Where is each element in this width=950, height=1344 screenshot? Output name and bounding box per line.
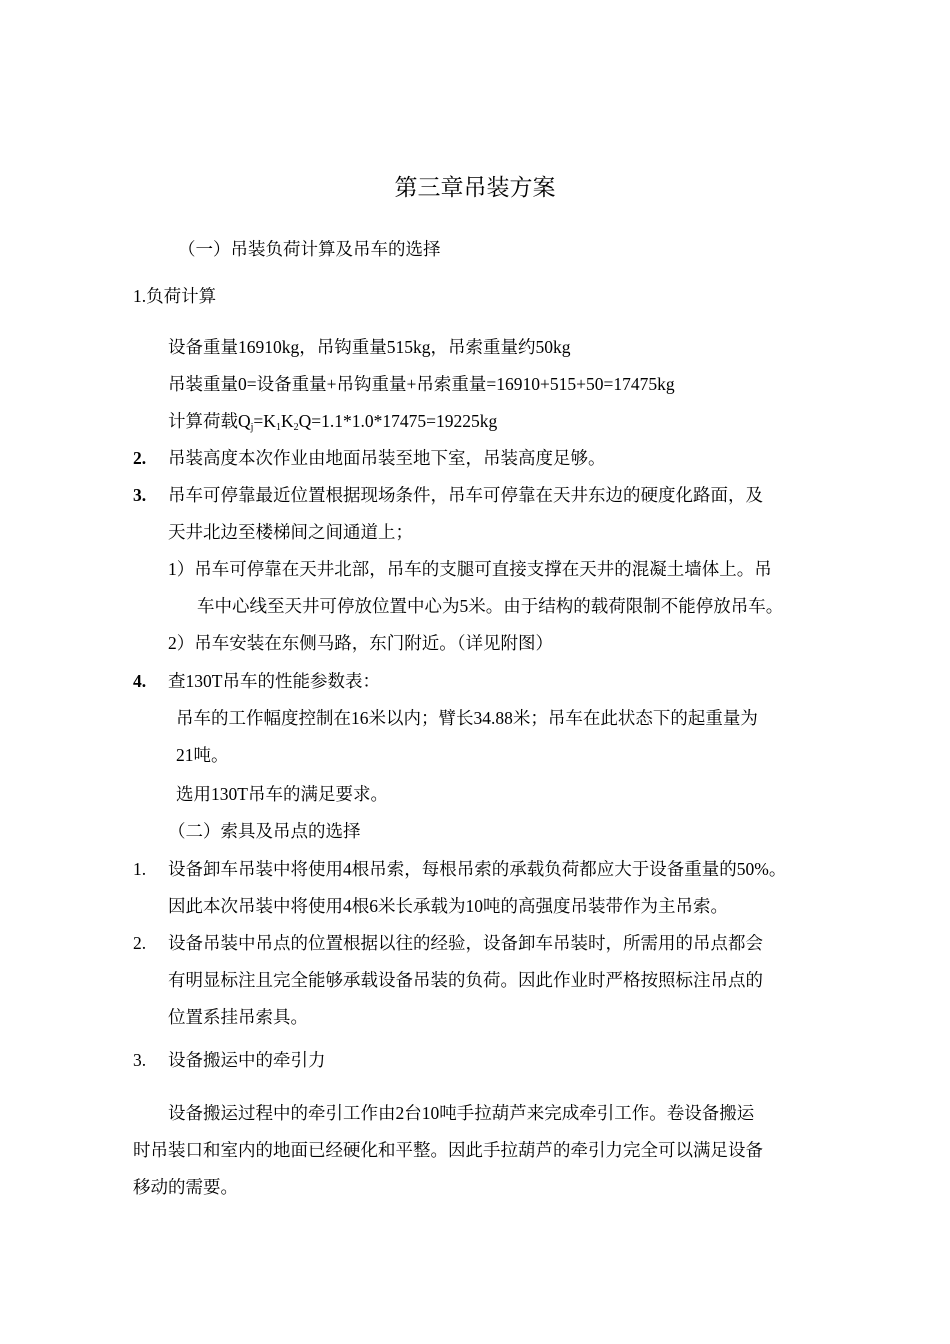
- item4-text: 查130T吊车的性能参数表：: [168, 671, 380, 691]
- section1-heading: （一）吊装负荷计算及吊车的选择: [178, 239, 441, 259]
- calc-line-3-suffix: Q=1.1*1.0*17475=19225kg: [298, 411, 498, 431]
- closing-para-line-2: 时吊装口和室内的地面已经硬化和平整。因此手拉葫芦的牵引力完全可以满足设备: [133, 1140, 763, 1160]
- calc-line-3: [168, 410, 497, 432]
- item4-para-line-1: 吊车的工作幅度控制在16米以内；臂长34.88米；吊车在此状态下的起重量为: [176, 708, 758, 728]
- item4-number: 4.: [133, 671, 147, 691]
- item3-sub1-line-1: 1）吊车可停靠在天井北部，吊车的支腿可直接支撑在天井的混凝土墙体上。吊: [168, 559, 772, 579]
- closing-para-line-3: 移动的需要。: [133, 1177, 238, 1197]
- s2-item2-line-3: 位置系挂吊索具。: [168, 1007, 308, 1027]
- item2-number: 2.: [133, 448, 147, 468]
- s2-item1-line-1: 设备卸车吊装中将使用4根吊索，每根吊索的承载负荷都应大于设备重量的50%。: [168, 859, 787, 879]
- s2-item3-text: 设备搬运中的牵引力: [168, 1050, 326, 1070]
- calc-line-1: 设备重量16910kg，吊钩重量515kg，吊索重量约50kg: [168, 337, 571, 357]
- calc-line-2: 吊装重量0=设备重量+吊钩重量+吊索重量=16910+515+50=17475kg: [168, 374, 675, 394]
- item3-sub2: 2）吊车安装在东侧马路，东门附近。（详见附图）: [168, 633, 553, 653]
- item3-text-line-2: 天井北边至楼梯间之间通道上；: [168, 522, 413, 542]
- calc-sub-1: 1: [275, 422, 281, 433]
- item3-number: 3.: [133, 485, 147, 505]
- s2-item2-line-1: 设备吊装中吊点的位置根据以往的经验，设备卸车吊装时，所需用的吊点都会: [168, 933, 763, 953]
- calc-sub-j: j: [250, 422, 254, 433]
- section2-heading: （二）索具及吊点的选择: [168, 821, 361, 841]
- item4-para-line-2: 21吨。: [176, 745, 229, 765]
- item2-text: 吊装高度本次作业由地面吊装至地下室，吊装高度足够。: [168, 448, 606, 468]
- s2-item1-line-2: 因此本次吊装中将使用4根6米长承载为10吨的高强度吊装带作为主吊索。: [168, 896, 728, 916]
- calc-sub-2: 2: [293, 422, 299, 433]
- chapter-title: 第三章吊装方案: [394, 174, 556, 200]
- item1-title: 1.负荷计算: [133, 286, 217, 306]
- item4-conclusion: 选用130T吊车的满足要求。: [176, 784, 388, 804]
- calc-line-3-mid2: K: [280, 411, 294, 431]
- item3-text-line-1: 吊车可停靠最近位置根据现场条件，吊车可停靠在天井东边的硬度化路面，及: [168, 485, 763, 505]
- s2-item1-number: 1.: [133, 859, 147, 879]
- calc-line-3-mid1: =K: [253, 411, 276, 431]
- item3-sub1-line-2: 车中心线至天井可停放位置中心为5米。由于结构的载荷限制不能停放吊车。: [197, 596, 784, 616]
- s2-item3-number: 3.: [133, 1050, 147, 1070]
- s2-item2-number: 2.: [133, 933, 147, 953]
- calc-line-3-prefix: 计算荷载Q: [168, 411, 251, 431]
- closing-para-line-1: 设备搬运过程中的牵引工作由2台10吨手拉葫芦来完成牵引工作。卷设备搬运: [168, 1103, 755, 1123]
- s2-item2-line-2: 有明显标注且完全能够承载设备吊装的负荷。因此作业时严格按照标注吊点的: [168, 970, 763, 990]
